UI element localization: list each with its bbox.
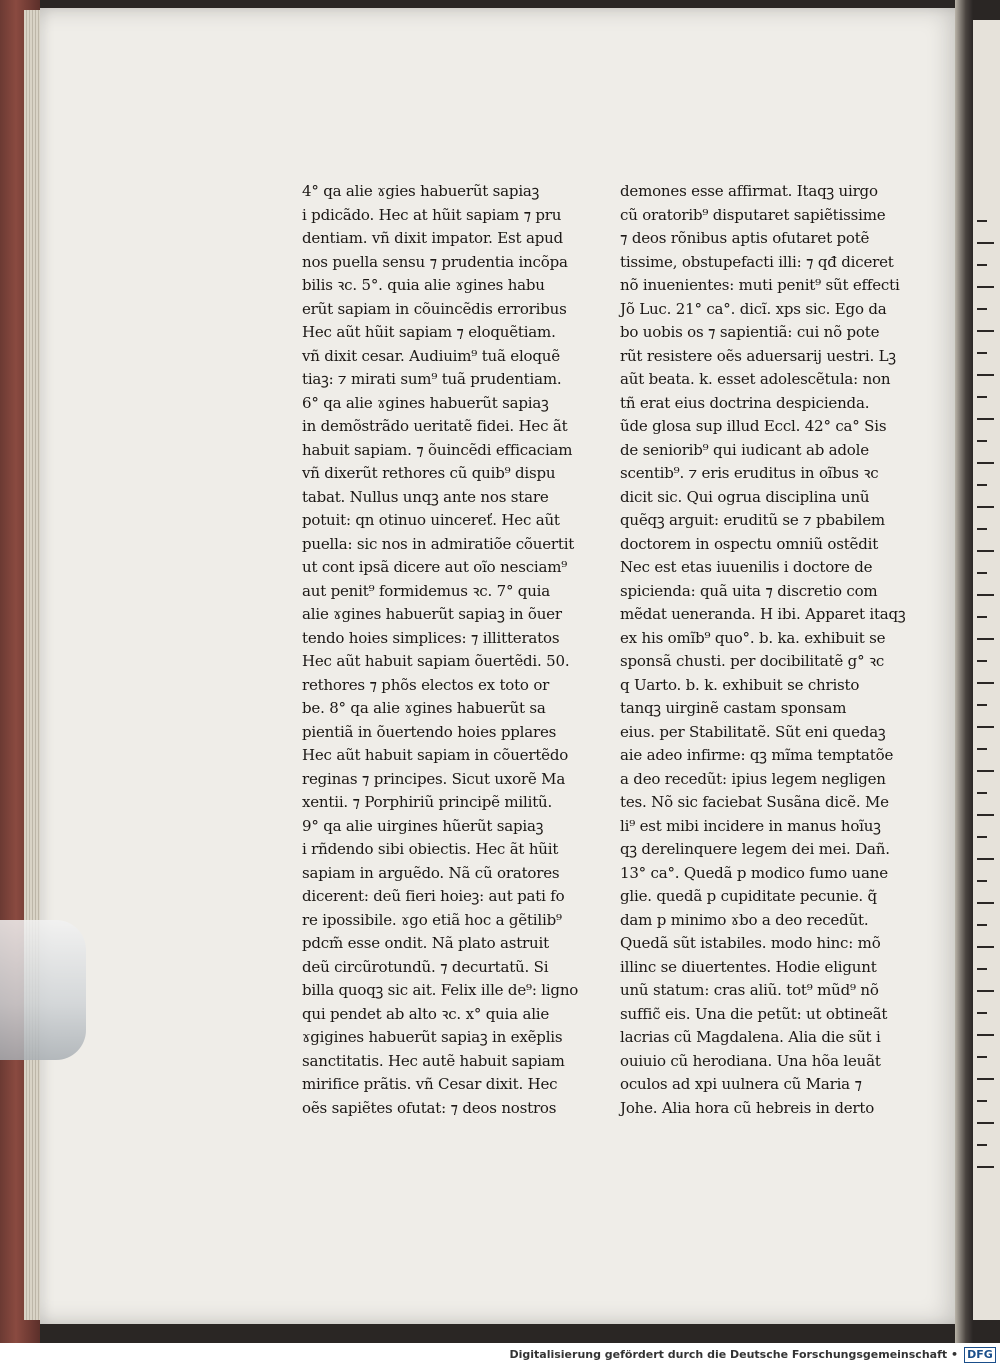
text-line: alie ɤgines habuerũt sapiaꝫ in õuer — [302, 605, 562, 623]
adjacent-page-text-mark — [977, 682, 994, 684]
text-line: tabat. Nullus unqꝫ ante nos stare — [302, 487, 549, 506]
text-line: de seniorib⁹ qui iudicant ab adole — [620, 440, 869, 459]
text-line: 13° ca°. Quedã p modico fumo uane — [620, 863, 888, 882]
adjacent-page-text-mark — [977, 286, 994, 288]
adjacent-page-text-mark — [977, 1034, 994, 1036]
text-line: 9° qa alie uirgines hũerũt sapiaꝫ — [302, 816, 544, 835]
text-line: nos puella sensu ⁊ prudentia incõpa — [302, 252, 568, 271]
text-line: in demõstrãdo ueritatẽ fidei. Hec ãt — [302, 417, 568, 435]
adjacent-page-text-mark — [977, 726, 994, 728]
text-line: i pdicãdo. Hec at hũit sapiam ⁊ pru — [302, 205, 562, 224]
text-line: bo uobis os ⁊ sapientiã: cui nõ pote — [620, 323, 880, 341]
adjacent-page-text-mark — [977, 880, 987, 882]
text-line: ut cont ipsã dicere aut oĩo nesciam⁹ — [302, 558, 568, 576]
adjacent-page-text-mark — [977, 374, 994, 376]
adjacent-page-text-mark — [977, 220, 987, 222]
text-line: billa quoqꝫ sic ait. Felix ille de⁹: ligno — [302, 981, 579, 999]
text-line: Hec aũt habuit sapiam õuertẽdi. 50. — [302, 652, 570, 670]
text-line: Jõ Luc. 21° ca°. dicĩ. xps sic. Ego da — [620, 299, 887, 318]
text-line: cũ oratorib⁹ disputaret sapiẽtissime — [620, 205, 886, 224]
text-line: dicerent: deũ fieri hoieꝫ: aut pati fo — [302, 887, 565, 905]
text-line: aũt beata. k. esset adolescẽtula: non — [620, 370, 891, 388]
text-line: sapiam in arguẽdo. Nã cũ oratores — [302, 863, 560, 882]
text-line: vñ dixerũt rethores cũ quib⁹ dispu — [302, 464, 556, 482]
adjacent-page-edge — [973, 20, 1000, 1320]
adjacent-page-text-mark — [977, 836, 987, 838]
text-line: bilis ꝛc. 5°. quia alie ɤgines habu — [302, 276, 545, 294]
text-line: doctorem in ospectu omniũ ostẽdit — [620, 534, 879, 553]
adjacent-page-text-mark — [977, 1100, 987, 1102]
page-clip — [0, 920, 86, 1060]
footer-bar — [0, 1343, 1000, 1366]
text-line: vñ dixit cesar. Audiuim⁹ tuã eloquẽ — [302, 346, 560, 365]
adjacent-page-text-mark — [977, 1012, 987, 1014]
text-line: dentiam. vñ dixit impator. Est apud — [302, 229, 563, 247]
adjacent-page-text-mark — [977, 616, 987, 618]
adjacent-page-text-mark — [977, 550, 994, 552]
text-line: mẽdat ueneranda. H ibi. Apparet itaqꝫ — [620, 605, 906, 623]
adjacent-page-text-mark — [977, 968, 987, 970]
adjacent-page-text-mark — [977, 484, 987, 486]
text-line: deũ circũrotundũ. ⁊ decurtatũ. Si — [302, 957, 549, 976]
text-line: tissime, obstupefacti illi: ⁊ qđ diceret — [620, 252, 894, 271]
text-line: qꝫ derelinquere legem dei mei. Dañ. — [620, 840, 890, 858]
text-line: ⁊ deos rõnibus aptis ofutaret potẽ — [620, 229, 870, 247]
text-line: li⁹ est mibi incidere in manus hoĩuꝫ — [620, 816, 881, 835]
adjacent-page-text-mark — [977, 308, 987, 310]
dfg-logo: DFG — [964, 1347, 996, 1363]
adjacent-page-text-mark — [977, 264, 987, 266]
adjacent-page-text-mark — [977, 572, 987, 574]
adjacent-page-text-mark — [977, 440, 987, 442]
text-column-left — [302, 180, 584, 1120]
text-line: be. 8° qa alie ɤgines habuerũt sa — [302, 699, 546, 717]
text-line: oẽs sapiẽtes ofutat: ⁊ deos nostros — [302, 1098, 557, 1117]
text-line: erũt sapiam in cõuincẽdis erroribus — [302, 299, 567, 318]
text-line: dam p minimo ɤbo a deo recedũt. — [620, 910, 869, 929]
adjacent-page-text-mark — [977, 990, 994, 992]
adjacent-page-text-mark — [977, 1122, 994, 1124]
funding-notice: Digitalisierung gefördert durch die Deutsche Forschungsgemeinschaft • — [509, 1348, 958, 1361]
text-line: unũ statum: cras aliũ. tot⁹ mũd⁹ nõ — [620, 981, 879, 999]
text-line: demones esse affirmat. Itaqꝫ uirgo — [620, 182, 878, 200]
text-line: oculos ad xpi uulnera cũ Maria ⁊ — [620, 1075, 862, 1093]
text-line: rũt resistere oẽs aduersarij uestri. Lꝫ — [620, 346, 896, 365]
adjacent-page-text-mark — [977, 946, 994, 948]
text-line: habuit sapiam. ⁊ õuincẽdi efficaciam — [302, 440, 573, 459]
text-line: nõ inuenientes: muti penit⁹ sũt effecti — [620, 276, 900, 294]
text-line: pientiã in õuertendo hoies pplares — [302, 722, 557, 741]
text-column-right — [620, 180, 906, 1120]
adjacent-page-text-mark — [977, 242, 994, 244]
adjacent-page-text-mark — [977, 814, 994, 816]
text-line: lacrias cũ Magdalena. Alia die sũt i — [620, 1028, 881, 1046]
text-line: tendo hoies simplices: ⁊ illitteratos — [302, 628, 560, 647]
text-line: qui pendet ab alto ꝛc. x° quia alie — [302, 1004, 550, 1023]
text-line: ex his omĩb⁹ quo°. b. ka. exhibuit se — [620, 628, 886, 647]
adjacent-page-text-mark — [977, 924, 987, 926]
adjacent-page-text-mark — [977, 902, 994, 904]
text-line: dicit sic. Qui ogrua disciplina unũ — [620, 487, 870, 506]
adjacent-page-text-mark — [977, 594, 994, 596]
text-line: a deo recedũt: ipius legem negligen — [620, 769, 886, 788]
text-line: xentii. ⁊ Porphiriũ principẽ militũ. — [302, 793, 553, 811]
text-line: Nec est etas iuuenilis i doctore de — [620, 558, 873, 576]
text-line: rethores ⁊ phõs electos ex toto or — [302, 675, 550, 694]
text-line: ɤgigines habuerũt sapiaꝫ in exẽplis — [302, 1028, 563, 1046]
text-line: aut penit⁹ formidemus ꝛc. 7° quia — [302, 581, 551, 600]
text-line: i rñdendo sibi obiectis. Hec ãt hũit — [302, 840, 559, 858]
adjacent-page-text-mark — [977, 1056, 987, 1058]
text-line: illinc se diuertentes. Hodie eligunt — [620, 957, 877, 976]
adjacent-page-text-mark — [977, 528, 987, 530]
adjacent-page-text-mark — [977, 418, 994, 420]
adjacent-page-text-mark — [977, 748, 987, 750]
text-line: Hec aũt habuit sapiam in cõuertẽdo — [302, 746, 569, 764]
text-line: q Uarto. b. k. exhibuit se christo — [620, 675, 860, 694]
text-line: scentib⁹. ⁊ eris eruditus in oĩbus ꝛc — [620, 464, 879, 482]
text-line: tiaꝫ: ⁊ mirati sum⁹ tuã prudentiam. — [302, 370, 562, 388]
adjacent-page-text-mark — [977, 396, 987, 398]
text-line: tes. Nõ sic faciebat Susãna dicẽ. Me — [620, 793, 889, 811]
adjacent-page-text-mark — [977, 638, 994, 640]
text-line: Quedã sũt istabiles. modo hinc: mõ — [620, 934, 881, 952]
adjacent-page-text-mark — [977, 1166, 994, 1168]
text-line: sponsã chusti. per docibilitatẽ g° ꝛc — [620, 652, 885, 670]
adjacent-page-text-mark — [977, 770, 994, 772]
text-line: ouiuio cũ herodiana. Una hõa leuãt — [620, 1051, 881, 1070]
book-gutter — [955, 0, 973, 1343]
text-line: eius. per Stabilitatẽ. Sũt eni quedaꝫ — [620, 722, 886, 741]
text-line: sanctitatis. Hec autẽ habuit sapiam — [302, 1051, 565, 1070]
adjacent-page-text-mark — [977, 660, 987, 662]
text-line: Hec aũt hũit sapiam ⁊ eloquẽtiam. — [302, 323, 556, 341]
adjacent-page-text-mark — [977, 1144, 987, 1146]
text-line: puella: sic nos in admiratiõe cõuertit — [302, 534, 575, 553]
text-line: tanqꝫ uirginẽ castam sponsam — [620, 699, 847, 717]
text-line: pdcm̃ esse ondit. Nã plato astruit — [302, 934, 549, 952]
text-line: spicienda: quã uita ⁊ discretio com — [620, 581, 878, 600]
text-line: reginas ⁊ principes. Sicut uxorẽ Ma — [302, 769, 566, 788]
adjacent-page-text-mark — [977, 704, 987, 706]
text-line: tñ erat eius doctrina despicienda. — [620, 393, 870, 412]
text-line: 6° qa alie ɤgines habuerũt sapiaꝫ — [302, 393, 549, 412]
adjacent-page-text-mark — [977, 1078, 994, 1080]
text-line: potuit: qn otinuo uincereť. Hec aũt — [302, 511, 560, 529]
adjacent-page-text-mark — [977, 352, 987, 354]
adjacent-page-text-mark — [977, 792, 987, 794]
text-line: quẽqꝫ arguit: eruditũ se ⁊ pbabilem — [620, 511, 885, 529]
adjacent-page-text-mark — [977, 330, 994, 332]
text-line: mirifice prãtis. vñ Cesar dixit. Hec — [302, 1075, 558, 1093]
text-line: 4° qa alie ɤgies habuerũt sapiaꝫ — [302, 182, 540, 200]
text-line: re ipossibile. ɤgo etiã hoc a gẽtilib⁹ — [302, 910, 562, 929]
text-line: suffic̃ eis. Una die petũt: ut obtineãt — [620, 1004, 888, 1023]
text-line: Johe. Alia hora cũ hebreis in derto — [620, 1098, 875, 1117]
adjacent-page-text-mark — [977, 462, 994, 464]
adjacent-page-text-mark — [977, 858, 994, 860]
text-line: aie adeo infirme: qꝫ mĩma temptatõe — [620, 746, 894, 764]
text-line: glie. quedã p cupiditate pecunie. q̃ — [620, 887, 877, 905]
text-line: ũde glosa sup illud Eccl. 42° ca° Sis — [620, 417, 887, 435]
adjacent-page-text-mark — [977, 506, 994, 508]
